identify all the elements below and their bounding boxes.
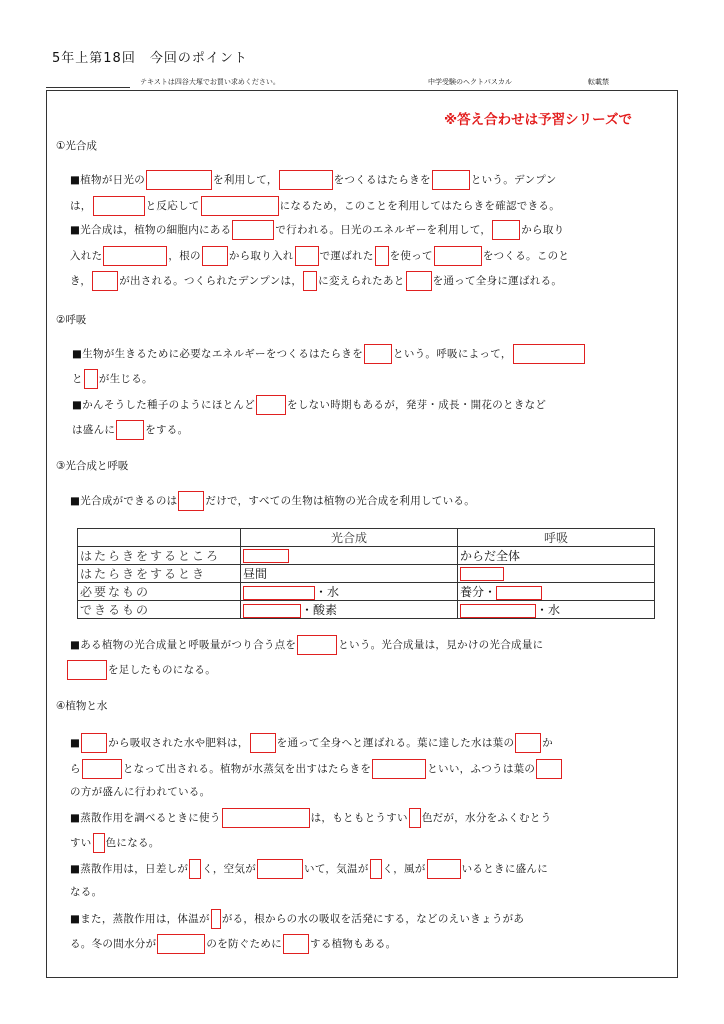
page-title: 5年上第18回 今回のポイント [52,51,248,66]
answer-blank[interactable] [243,604,301,618]
answer-blank[interactable] [243,549,289,563]
s4-line-3: の方が盛んに行われている。 [70,786,211,798]
cell-value: ・水 [315,585,340,599]
answer-blank[interactable] [250,733,276,753]
answer-blank[interactable] [515,733,541,753]
section-heading-3: ③光合成と呼吸 [56,460,129,472]
answer-blank[interactable] [232,220,274,240]
s4-line-5: すい 色になる。 [70,833,160,853]
answer-blank[interactable] [256,395,286,415]
answer-blank[interactable] [92,271,118,291]
answer-blank[interactable] [460,604,536,618]
cell-value: 養分・ [460,585,497,599]
s1-line-5: き， が出される。つくられたデンプンは， に変えられたあと を通って全身に運ばれる。 [70,271,562,291]
answer-blank[interactable] [189,859,201,879]
answer-blank[interactable] [434,246,482,266]
answer-blank[interactable] [432,170,470,190]
s4-line-4: ■蒸散作用を調べるときに使う は，もともとうすい 色だが，水分をふくむとう [70,808,551,828]
s3-line-1: ■光合成ができるのは だけで，すべての生物は植物の光合成を利用している。 [70,491,475,511]
answer-blank[interactable] [202,246,228,266]
cell-value: ・酸素 [301,603,338,617]
answer-blank[interactable] [103,246,167,266]
section-heading-2: ②呼吸 [56,314,87,326]
answer-blank[interactable] [364,344,392,364]
cell-value: 昼間 [241,565,458,583]
s2-line-4: は盛んに をする。 [72,420,188,440]
answer-blank[interactable] [409,808,421,828]
table-row [78,583,655,601]
answer-blank[interactable] [93,833,105,853]
s4-line-6: ■蒸散作用は，日差しが く，空気が いて，気温が く，風が いるときに盛んに [70,859,548,879]
s4-line-1: ■ から吸収された水や肥料は， を通って全身へと運ばれる。葉に達した水は葉の か [70,733,553,753]
answer-blank[interactable] [492,220,520,240]
row-label: はたらきをするところ [78,547,241,565]
answer-blank[interactable] [157,934,205,954]
answer-blank[interactable] [81,733,107,753]
answer-blank[interactable] [116,420,144,440]
s2-line-2: と が生じる。 [72,369,153,389]
answer-blank[interactable] [178,491,204,511]
answer-blank[interactable] [283,934,309,954]
answer-blank[interactable] [67,660,107,680]
answer-blank[interactable] [496,586,542,600]
header-rule-left [46,87,130,88]
answer-blank[interactable] [222,808,310,828]
table-row [78,565,655,583]
answer-blank[interactable] [82,759,122,779]
header-note-right: 中学受験のヘクトパスカル [428,78,512,86]
answer-blank[interactable] [93,196,145,216]
answer-blank[interactable] [427,859,461,879]
s4-line-9: る。冬の間水分が のを防ぐために する植物もある。 [70,934,396,954]
s1-line-3: ■光合成は，植物の細胞内にある で行われる。日光のエネルギーを利用して， から取り [70,220,564,240]
table-row [78,547,655,565]
answer-blank[interactable] [201,196,279,216]
s1-line-2: は， と反応して になるため，このことを利用してはたらきを確認できる。 [70,196,560,216]
row-label: できるもの [78,601,241,619]
header-note-left: テキストは四谷大塚でお買い求めください。 [140,78,280,86]
answer-blank[interactable] [372,759,426,779]
s4-line-2: ら となって出される。植物が水蒸気を出すはたらきを といい，ふつうは葉の [70,759,563,779]
s3-line-3: を足したものになる。 [66,660,216,680]
s1-line-1: ■植物が日光の を利用して， をつくるはたらきを という。デンプン [70,170,557,190]
answer-blank[interactable] [370,859,382,879]
header-no-copy: 転載禁 [588,78,609,86]
answer-blank[interactable] [257,859,303,879]
answer-blank[interactable] [211,909,221,929]
s2-line-3: ■かんそうした種子のようにほとんど をしない時期もあるが，発芽・成長・開花のときなど [72,395,546,415]
answer-blank[interactable] [375,246,389,266]
answer-blank[interactable] [146,170,212,190]
table-row [78,601,655,619]
row-label: 必要なもの [78,583,241,601]
cell-value: ・水 [536,603,561,617]
answer-blank[interactable] [460,567,504,581]
s4-line-8: ■また，蒸散作用は，体温が がる，根からの水の吸収を活発にする，などのえいきょうがあ [70,909,524,929]
table-row [78,529,655,547]
answer-blank[interactable] [303,271,317,291]
answer-blank[interactable] [513,344,585,364]
answer-blank[interactable] [536,759,562,779]
answer-note: ※答え合わせは予習シリーズで [444,112,632,128]
answer-blank[interactable] [279,170,333,190]
col-header-photosynthesis: 光合成 [241,529,458,547]
answer-blank[interactable] [297,635,337,655]
answer-blank[interactable] [243,586,315,600]
answer-blank[interactable] [295,246,319,266]
cell-value: からだ全体 [458,547,655,565]
s1-line-4: 入れた ，根の から取り入れ で運ばれた を使って をつくる。このと [70,246,569,266]
answer-blank[interactable] [84,369,98,389]
comparison-table [77,528,655,619]
section-heading-1: ①光合成 [56,140,97,152]
row-label: はたらきをするとき [78,565,241,583]
section-heading-4: ④植物と水 [56,700,108,712]
s2-line-1: ■生物が生きるために必要なエネルギーをつくるはたらきを という。呼吸によって， [72,344,586,364]
s4-line-7: なる。 [70,886,103,898]
s3-line-2: ■ある植物の光合成量と呼吸量がつり合う点を という。光合成量は，見かけの光合成量に [70,635,543,655]
answer-blank[interactable] [406,271,432,291]
col-header-respiration: 呼吸 [458,529,655,547]
